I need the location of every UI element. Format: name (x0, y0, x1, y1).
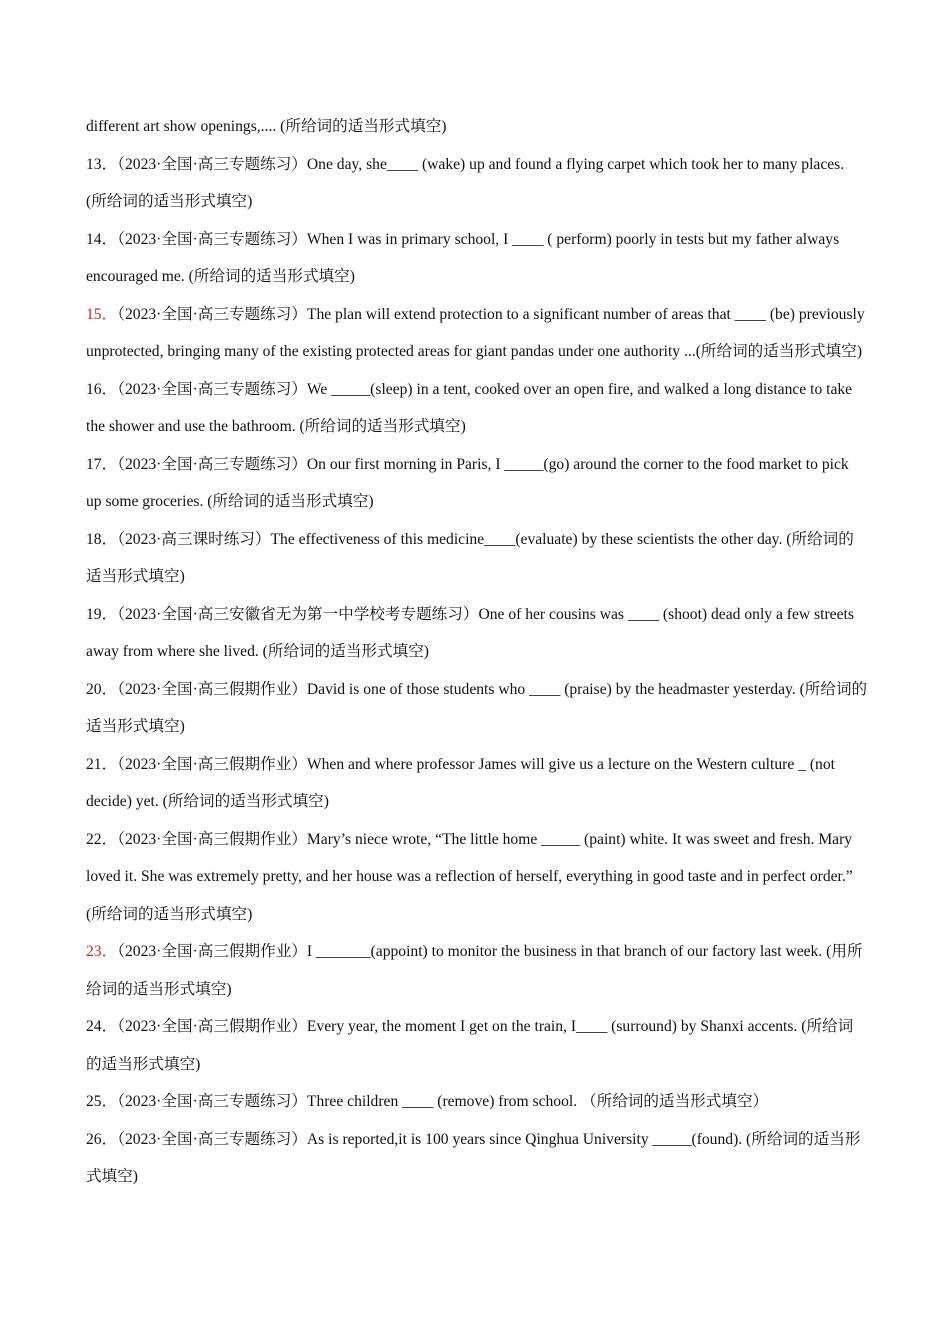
question-text: （2023·全国·高三假期作业）When and where professor James will give us a lecture on the Western culture _ (not decide) yet. (所给词的适当形式填空) (86, 755, 835, 810)
question-number: 25． (86, 1093, 118, 1110)
question-20 (86, 671, 868, 746)
question-22 (86, 821, 868, 934)
question-text: （2023·全国·高三假期作业）Every year, the moment I get on the train, I____ (surround) by Shanxi accents. (所给词的适当形式填空) (86, 1018, 854, 1073)
question-number: 18． (86, 530, 118, 548)
question-23 (86, 933, 868, 1008)
question-16 (86, 371, 868, 446)
question-15 (86, 296, 868, 371)
question-24 (86, 1008, 868, 1083)
question-26 (86, 1121, 868, 1196)
question-14 (86, 221, 868, 296)
question-text: （2023·全国·高三假期作业）I _______(appoint) to monitor the business in that branch of our factory last week. (用所给词的适当形式填空) (86, 943, 863, 998)
question-number: 23． (86, 943, 118, 960)
question-number: 26． (86, 1130, 118, 1148)
question-continuation (86, 108, 868, 146)
question-text: （2023·高三课时练习）The effectiveness of this medicine____(evaluate) by these scientists the other day. (所给词的适当形式填空) (86, 530, 854, 585)
question-number: 13． (86, 155, 118, 173)
question-text: （2023·全国·高三专题练习）When I was in primary school, I ____ ( perform) poorly in tests but my father always encouraged me. (所给词的适当形式填空) (86, 230, 840, 285)
question-number: 16． (86, 380, 118, 398)
question-number: 22． (86, 830, 118, 848)
question-number: 21． (86, 755, 118, 773)
question-text: （2023·全国·高三假期作业）David is one of those students who ____ (praise) by the headmaster yesterday. (所给词的适当形式填空) (86, 680, 868, 735)
question-number: 14． (86, 230, 118, 248)
document-page (86, 108, 868, 1196)
question-text: （2023·全国·高三专题练习）As is reported,it is 100 years since Qinghua University _____(found). (所给词的适当形式填空) (86, 1130, 861, 1185)
question-text: different art show openings,.... (所给词的适当形式填空) (86, 118, 447, 135)
question-19 (86, 596, 868, 671)
question-text: （2023·全国·高三假期作业）Mary’s niece wrote, “The little home _____ (paint) white. It was sweet and fresh. Mary loved it. She was extremely pretty, and her house was a reflection of herself, everything in good taste and in perfect order.” (所给词的适当形式填空) (86, 830, 853, 923)
question-text: （2023·全国·高三专题练习）Three children ____ (remove) from school. （所给词的适当形式填空） (117, 1093, 769, 1110)
question-number: 15． (86, 305, 118, 323)
question-17 (86, 446, 868, 521)
question-number: 20． (86, 680, 118, 698)
question-number: 19． (86, 605, 118, 623)
question-25 (86, 1083, 868, 1121)
question-text: （2023·全国·高三安徽省无为第一中学校考专题练习）One of her cousins was ____ (shoot) dead only a few streets away from where she lived. (所给词的适当形式填空) (86, 605, 854, 660)
question-number: 24． (86, 1018, 118, 1035)
question-text: （2023·全国·高三专题练习）One day, she____ (wake) up and found a flying carpet which took her to many places. (所给词的适当形式填空) (86, 155, 845, 210)
question-21 (86, 746, 868, 821)
question-text: （2023·全国·高三专题练习）We _____(sleep) in a tent, cooked over an open fire, and walked a long distance to take the shower and use the bathroom. (所给词的适当形式填空) (86, 380, 853, 435)
question-text: （2023·全国·高三专题练习）On our first morning in Paris, I _____(go) around the corner to the food market to pick up some groceries. (所给词的适当形式填空) (86, 455, 849, 510)
question-number: 17． (86, 455, 118, 473)
question-18 (86, 521, 868, 596)
question-13 (86, 146, 868, 221)
question-text: （2023·全国·高三专题练习）The plan will extend protection to a significant number of areas that ____ (be) previously unprotected, bringing many of the existing protected areas for giant pandas under one authority ...(所给词的适当形式填空) (86, 305, 865, 360)
